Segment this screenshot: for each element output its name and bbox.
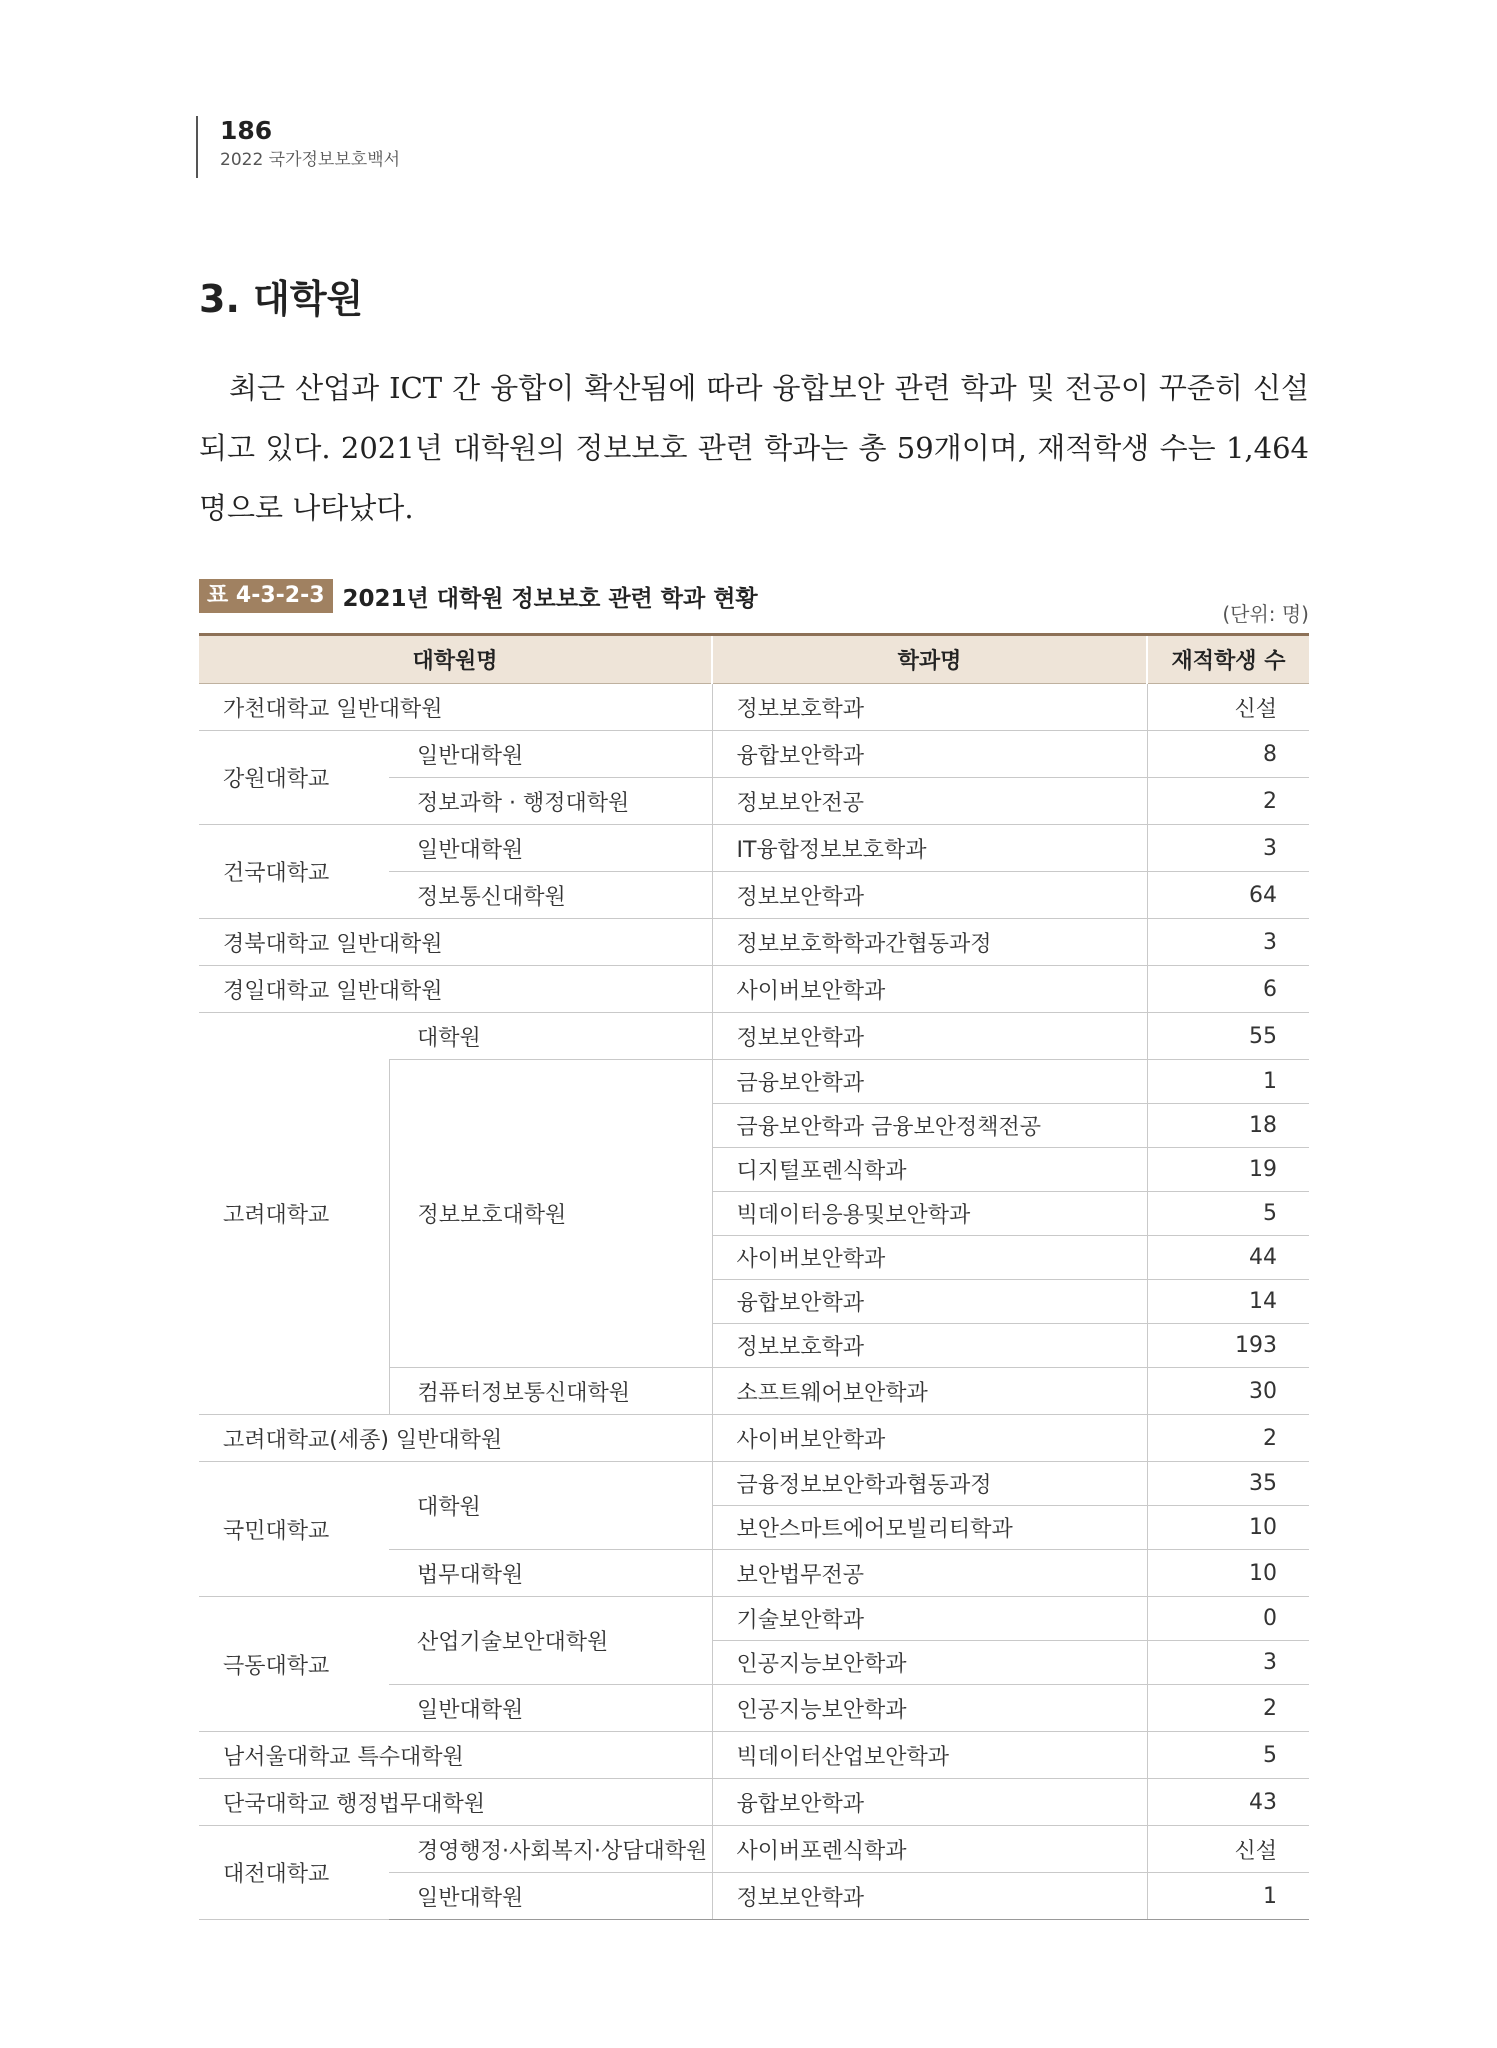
department-cell: 사이버보안학과 [712,1415,1147,1462]
students-cell: 19 [1147,1148,1309,1192]
students-cell: 10 [1147,1550,1309,1597]
department-cell: 금융정보보안학과협동과정 [712,1462,1147,1506]
graduate-school-cell: 대학원 [389,1462,712,1550]
page-number: 186 [220,116,273,145]
university-cell: 가천대학교 일반대학원 [199,684,712,731]
table-row [199,1415,1309,1462]
students-cell: 10 [1147,1506,1309,1550]
students-cell: 2 [1147,778,1309,825]
table-row [199,966,1309,1013]
department-cell: 인공지능보안학과 [712,1641,1147,1685]
university-cell: 고려대학교 [199,1013,389,1415]
university-cell: 대전대학교 [199,1826,389,1920]
department-cell: 소프트웨어보안학과 [712,1368,1147,1415]
table-row [199,731,1309,778]
graduate-school-cell: 대학원 [389,1013,712,1060]
graduate-school-cell: 정보통신대학원 [389,872,712,919]
university-cell: 경일대학교 일반대학원 [199,966,712,1013]
header-department: 학과명 [712,635,1147,684]
header-university: 대학원명 [199,635,712,684]
table-caption [199,579,758,613]
department-cell: 빅데이터산업보안학과 [712,1732,1147,1779]
university-cell: 경북대학교 일반대학원 [199,919,712,966]
page-header [196,116,400,178]
department-cell: 보안법무전공 [712,1550,1147,1597]
graduate-school-cell: 산업기술보안대학원 [389,1597,712,1685]
university-cell: 단국대학교 행정법무대학원 [199,1779,712,1826]
department-cell: 정보보호학과 [712,1324,1147,1368]
table-row [199,1013,1309,1060]
book-title: 2022 국가정보보호백서 [220,150,401,170]
table-row [199,825,1309,872]
department-cell: 정보보안학과 [712,872,1147,919]
department-cell: 사이버포렌식학과 [712,1826,1147,1873]
department-cell: 사이버보안학과 [712,966,1147,1013]
students-cell: 44 [1147,1236,1309,1280]
students-cell: 193 [1147,1324,1309,1368]
students-cell: 2 [1147,1415,1309,1462]
department-cell: 금융보안학과 금융보안정책전공 [712,1104,1147,1148]
body-paragraph: 최근 산업과 ICT 간 융합이 확산됨에 따라 융합보안 관련 학과 및 전공이 꾸준히 신설되고 있다. 2021년 대학원의 정보보호 관련 학과는 총 59개이며, 재적학생 수는 1,464명으로 나타났다. [199,371,1309,525]
table-label: 표 4-3-2-3 [199,579,333,613]
university-cell: 강원대학교 [199,731,389,825]
table-row [199,684,1309,731]
graduate-school-cell: 일반대학원 [389,825,712,872]
students-cell: 30 [1147,1368,1309,1415]
table-title: 2021년 대학원 정보보호 관련 학과 현황 [342,585,758,612]
department-cell: 디지털포렌식학과 [712,1148,1147,1192]
table-row [199,1597,1309,1641]
department-cell: 보안스마트에어모빌리티학과 [712,1506,1147,1550]
department-cell: 인공지능보안학과 [712,1685,1147,1732]
graduate-school-cell: 일반대학원 [389,1685,712,1732]
department-cell: 융합보안학과 [712,731,1147,778]
department-cell: 정보보안학과 [712,1013,1147,1060]
table-row [199,1462,1309,1506]
department-cell: 정보보안전공 [712,778,1147,825]
university-cell: 남서울대학교 특수대학원 [199,1732,712,1779]
department-cell: 융합보안학과 [712,1779,1147,1826]
graduate-school-cell: 법무대학원 [389,1550,712,1597]
students-cell: 18 [1147,1104,1309,1148]
students-cell: 2 [1147,1685,1309,1732]
students-cell: 1 [1147,1873,1309,1920]
department-cell: 빅데이터응용및보안학과 [712,1192,1147,1236]
department-cell: 기술보안학과 [712,1597,1147,1641]
table-row [199,919,1309,966]
department-cell: 융합보안학과 [712,1280,1147,1324]
graduate-school-cell: 정보보호대학원 [389,1060,712,1368]
table-row [199,1826,1309,1873]
university-cell: 건국대학교 [199,825,389,919]
students-cell: 5 [1147,1732,1309,1779]
section-title: 3. 대학원 [199,277,364,321]
students-cell: 14 [1147,1280,1309,1324]
students-cell: 43 [1147,1779,1309,1826]
table-row [199,1779,1309,1826]
graduate-school-cell: 컴퓨터정보통신대학원 [389,1368,712,1415]
university-cell: 국민대학교 [199,1462,389,1597]
university-cell: 고려대학교(세종) 일반대학원 [199,1415,712,1462]
table-row [199,1732,1309,1779]
table-header-row [199,635,1309,684]
department-cell: 정보보안학과 [712,1873,1147,1920]
students-cell: 3 [1147,919,1309,966]
department-cell: 사이버보안학과 [712,1236,1147,1280]
students-cell: 6 [1147,966,1309,1013]
graduate-school-cell: 경영행정·사회복지·상담대학원 [389,1826,712,1873]
header-students: 재적학생 수 [1147,635,1309,684]
university-cell: 극동대학교 [199,1597,389,1732]
students-cell: 5 [1147,1192,1309,1236]
department-cell: 금융보안학과 [712,1060,1147,1104]
students-cell: 3 [1147,1641,1309,1685]
students-cell: 신설 [1147,684,1309,731]
department-cell: 정보보호학과 [712,684,1147,731]
students-cell: 64 [1147,872,1309,919]
students-cell: 신설 [1147,1826,1309,1873]
table-unit: (단위: 명) [1222,602,1309,626]
graduate-school-cell: 일반대학원 [389,731,712,778]
students-cell: 3 [1147,825,1309,872]
department-cell: IT융합정보보호학과 [712,825,1147,872]
students-cell: 0 [1147,1597,1309,1641]
graduate-school-cell: 정보과학 · 행정대학원 [389,778,712,825]
students-cell: 1 [1147,1060,1309,1104]
students-cell: 55 [1147,1013,1309,1060]
department-cell: 정보보호학학과간협동과정 [712,919,1147,966]
graduate-departments-table [199,633,1309,1920]
students-cell: 35 [1147,1462,1309,1506]
graduate-school-cell: 일반대학원 [389,1873,712,1920]
students-cell: 8 [1147,731,1309,778]
